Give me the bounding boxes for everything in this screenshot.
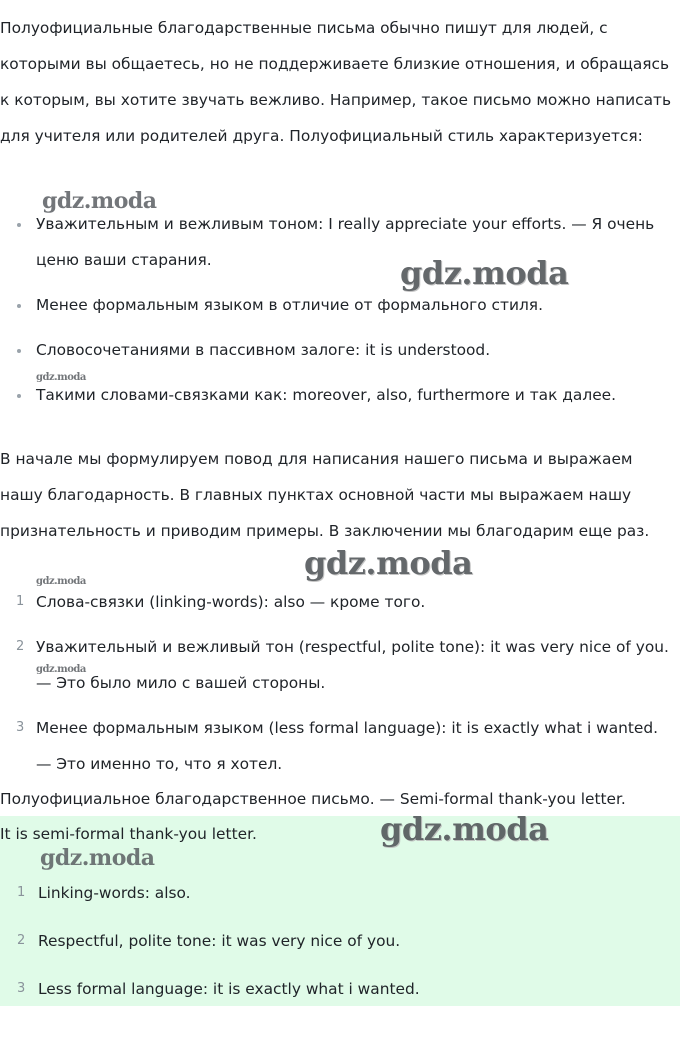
item-number: 3	[17, 981, 26, 996]
item-number: 1	[17, 885, 26, 900]
intro-paragraph: Полуофициальные благодарственные письма обычно пишут для людей, с которыми вы общаетесь, но не поддерживаете близкие отношения, и обращаясь к которым, вы хотите звучать вежливо. Например, такое письмо можно написать для учителя или родителей друга. Полуофициальный стиль характеризуется:	[0, 19, 672, 145]
list-item-text: Менее формальным языком (less formal language): it is exactly what i wanted. — Это именно то, что я хотел.	[36, 719, 659, 773]
list-item-text: Такими словами-связками как: moreover, also, furthermore и так далее.	[36, 386, 617, 404]
bullet-icon	[17, 223, 21, 227]
list-item	[0, 923, 680, 971]
item-number: 2	[17, 933, 26, 948]
bullet-icon	[17, 349, 21, 353]
list-item	[0, 710, 672, 782]
watermark: gdz.moda	[40, 845, 155, 871]
list-item	[0, 971, 680, 1019]
list-item	[0, 332, 672, 368]
list-item	[0, 287, 672, 323]
list-item-text: Словосочетаниями в пассивном залоге: it is understood.	[36, 341, 491, 359]
list-item-text: Менее формальным языком в отличие от формального стиля.	[36, 296, 543, 314]
answer-heading: It is semi-formal thank-you letter.	[0, 825, 257, 843]
list-item	[0, 206, 672, 278]
list-item	[0, 584, 672, 620]
item-number: 2	[16, 639, 25, 654]
watermark: gdz.moda	[36, 664, 86, 675]
watermark: gdz.moda	[36, 576, 86, 587]
list-item-text: Linking-words: also.	[38, 884, 191, 902]
watermark: gdz.moda	[400, 254, 569, 292]
list-item-text: Уважительный и вежливый тон (respectful, polite tone): it was very nice of you. — Это было мило с вашей стороны.	[36, 638, 669, 692]
list-item	[0, 629, 672, 701]
item-number: 3	[16, 720, 25, 735]
answer-list	[0, 875, 680, 1019]
watermark: gdz.moda	[42, 188, 157, 214]
characteristics-list	[0, 206, 672, 422]
watermark: gdz.moda	[36, 372, 86, 383]
list-item-text: Слова-связки (linking-words): also — кроме того.	[36, 593, 426, 611]
list-item-text: Уважительным и вежливым тоном: I really appreciate your efforts. — Я очень ценю ваши старания.	[36, 215, 655, 269]
list-item-text: Less formal language: it is exactly what i wanted.	[38, 980, 420, 998]
list-item	[0, 377, 672, 413]
list-item-text: Respectful, polite tone: it was very nice of you.	[38, 932, 401, 950]
watermark: gdz.moda	[380, 810, 549, 848]
structure-paragraph: В начале мы формулируем повод для написания нашего письма и выражаем нашу благодарность. В главных пунктах основной части мы выражаем нашу признательность и приводим примеры. В заключении мы благодарим еще раз.	[0, 450, 650, 540]
bullet-icon	[17, 394, 21, 398]
translation-line: Полуофициальное благодарственное письмо. — Semi-formal thank-you letter.	[0, 790, 626, 808]
list-item	[0, 875, 680, 923]
numbered-list	[0, 584, 672, 791]
bullet-icon	[17, 304, 21, 308]
watermark: gdz.moda	[304, 544, 473, 582]
item-number: 1	[16, 594, 25, 609]
